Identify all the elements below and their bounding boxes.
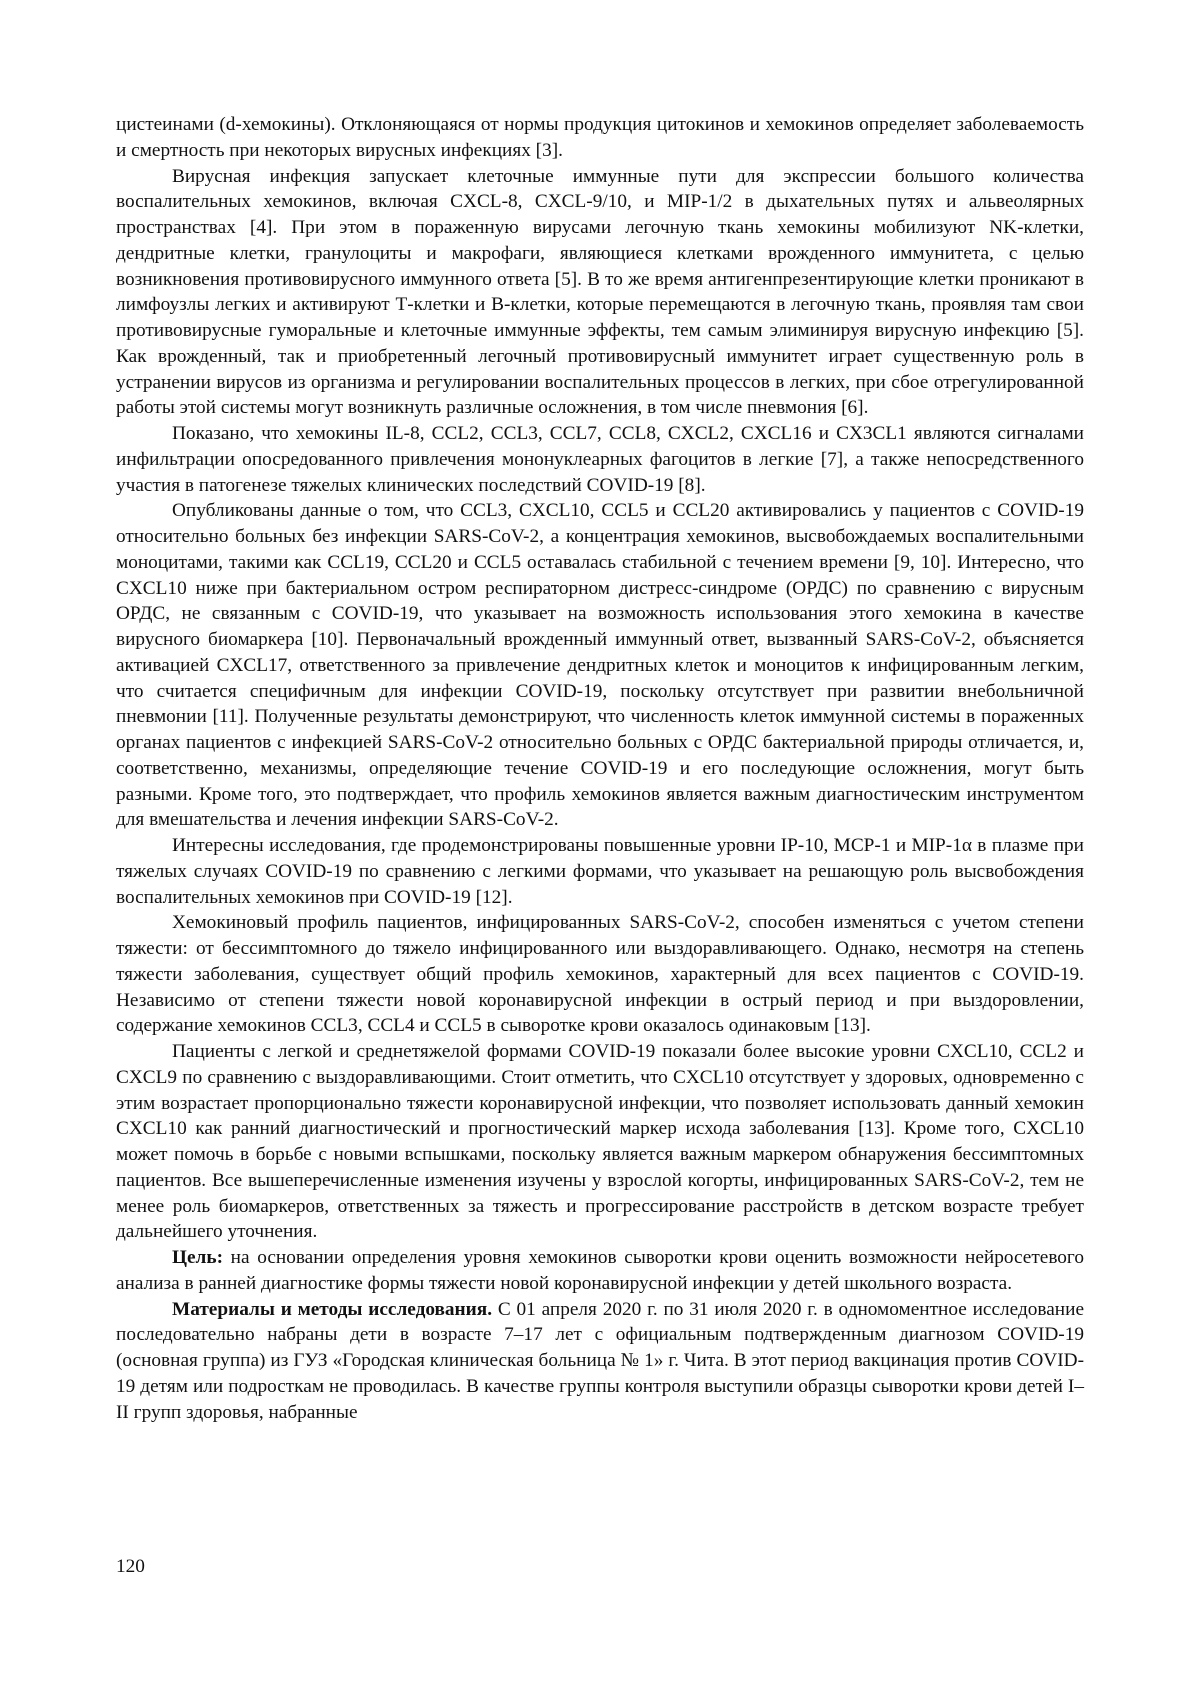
paragraph xyxy=(116,421,1084,498)
paragraph xyxy=(116,164,1084,422)
paragraph-text: на основании определения уровня хемокинов сыворотки крови оценить возможности нейросетевого анализа в ранней диагностике формы тяжести новой коронавирусной инфекции у детей школьного возраста. xyxy=(116,1247,1084,1294)
methods-heading: Материалы и методы исследования. xyxy=(172,1298,493,1320)
paragraph-continuation xyxy=(116,112,1084,164)
paragraph-text: Хемокиновый профиль пациентов, инфицированных SARS-CoV-2, способен изменяться с учетом степени тяжести: от бессимптомного до тяжело инфицированного или выздоравливающего. Однако, несмотря на степень тяжести заболевания, существует общий профиль хемокинов, характерный для всех пациентов с COVID-19. Независимо от степени тяжести новой коронавирусной инфекции в острый период и при выздоровлении, содержание хемокинов CCL3, CCL4 и CCL5 в сыворотке крови оказалось одинаковым [13]. xyxy=(116,912,1084,1037)
paragraph xyxy=(116,498,1084,833)
paragraph-text: Показано, что хемокины IL-8, CCL2, CCL3, CCL7, CCL8, CXCL2, CXCL16 и CX3CL1 являются сигналами инфильтрации опосредованного привлечения мононуклеарных фагоцитов в легкие [7], а также непосредственного участия в патогенезе тяжелых клинических последствий COVID-19 [8]. xyxy=(116,423,1084,496)
body-text xyxy=(116,112,1084,1425)
paragraph-aim xyxy=(116,1245,1084,1297)
paragraph-text: С 01 апреля 2020 г. по 31 июля 2020 г. в одномоментное исследование последовательно набраны дети в возрасте 7–17 лет с официальным подтвержденным диагнозом COVID-19 (основная группа) из ГУЗ «Городская клиническая больница № 1» г. Чита. В этот период вакцинация против COVID-19 детям или подросткам не проводилась. В качестве группы контроля выступили образцы сыворотки крови детей I–II групп здоровья, набранные xyxy=(116,1298,1084,1423)
paragraph-text: цистеинами (d-хемокины). Отклоняющаяся от нормы продукция цитокинов и хемокинов определяет заболеваемость и смертность при некоторых вирусных инфекциях [3]. xyxy=(116,114,1084,161)
paragraph-text: Интересны исследования, где продемонстрированы повышенные уровни IP-10, MCP-1 и MIP-1α в плазме при тяжелых случаях COVID-19 по сравнению с легкими формами, что указывает на решающую роль высвобождения воспалительных хемокинов при COVID-19 [12]. xyxy=(116,835,1084,908)
aim-heading: Цель: xyxy=(172,1247,223,1268)
paragraph-methods xyxy=(116,1297,1084,1426)
paragraph xyxy=(116,833,1084,910)
paragraph-text: Вирусная инфекция запускает клеточные иммунные пути для экспрессии большого количества воспалительных хемокинов, включая CXCL-8, CXCL-9/10, и MIP-1/2 в дыхательных путях и альвеолярных пространствах [4]. При этом в пораженную вирусами легочную ткань хемокины мобилизуют NK-клетки, дендритные клетки, гранулоциты и макрофаги, являющиеся клетками врожденного иммунитета, с целью возникновения противовирусного иммунного ответа [5]. В то же время антигенпрезентирующие клетки проникают в лимфоузлы легких и активируют Т-клетки и В-клетки, которые перемещаются в легочную ткань, проявляя там свои противовирусные гуморальные и клеточные иммунные эффекты, тем самым элиминируя вирусную инфекцию [5]. Как врожденный, так и приобретенный легочный противовирусный иммунитет играет существенную роль в устранении вирусов из организма и регулировании воспалительных процессов в легких, при сбое отрегулированной работы этой системы могут возникнуть различные осложнения, в том числе пневмония [6]. xyxy=(116,165,1084,419)
paragraph xyxy=(116,910,1084,1039)
page-number: 120 xyxy=(116,1556,145,1577)
paragraph-text: Опубликованы данные о том, что CCL3, CXCL10, CCL5 и CCL20 активировались у пациентов с COVID-19 относительно больных без инфекции SARS-CoV-2, а концентрация хемокинов, высвобождаемых воспалительными моноцитами, такими как CCL19, CCL20 и CCL5 оставалась стабильной с течением времени [9, 10]. Интересно, что CXCL10 ниже при бактериальном остром респираторном дистресс-синдроме (ОРДС) по сравнению с вирусным ОРДС, не связанным с COVID-19, что указывает на возможность использования этого хемокина в качестве вирусного биомаркера [10]. Первоначальный врожденный иммунный ответ, вызванный SARS-CoV-2, объясняется активацией CXCL17, ответственного за привлечение дендритных клеток и моноцитов к инфицированным легким, что считается специфичным для инфекции COVID-19, поскольку отсутствует при развитии внебольничной пневмонии [11]. Полученные результаты демонстрируют, что численность клеток иммунной системы в пораженных органах пациентов с инфекцией SARS-CoV-2 относительно больных с ОРДС бактериальной природы отличается, и, соответственно, механизмы, определяющие течение COVID-19 и его последующие осложнения, могут быть разными. Кроме того, это подтверждает, что профиль хемокинов является важным диагностическим инструментом для вмешательства и лечения инфекции SARS-CoV-2. xyxy=(116,500,1084,831)
paragraph-text: Пациенты с легкой и среднетяжелой формами COVID-19 показали более высокие уровни CXCL10, CCL2 и CXCL9 по сравнению с выздоравливающими. Стоит отметить, что CXCL10 отсутствует у здоровых, одновременно с этим возрастает пропорционально тяжести коронавирусной инфекции, что позволяет использовать данный хемокин CXCL10 как ранний диагностический и прогностический маркер исхода заболевания [13]. Кроме того, CXCL10 может помочь в борьбе с новыми вспышками, поскольку является важным маркером обнаружения бессимптомных пациентов. Все вышеперечисленные изменения изучены у взрослой когорты, инфицированных SARS-CoV-2, тем не менее роль биомаркеров, ответственных за тяжесть и прогрессирование расстройств в детском возрасте требует дальнейшего уточнения. xyxy=(116,1041,1084,1243)
paragraph xyxy=(116,1039,1084,1245)
